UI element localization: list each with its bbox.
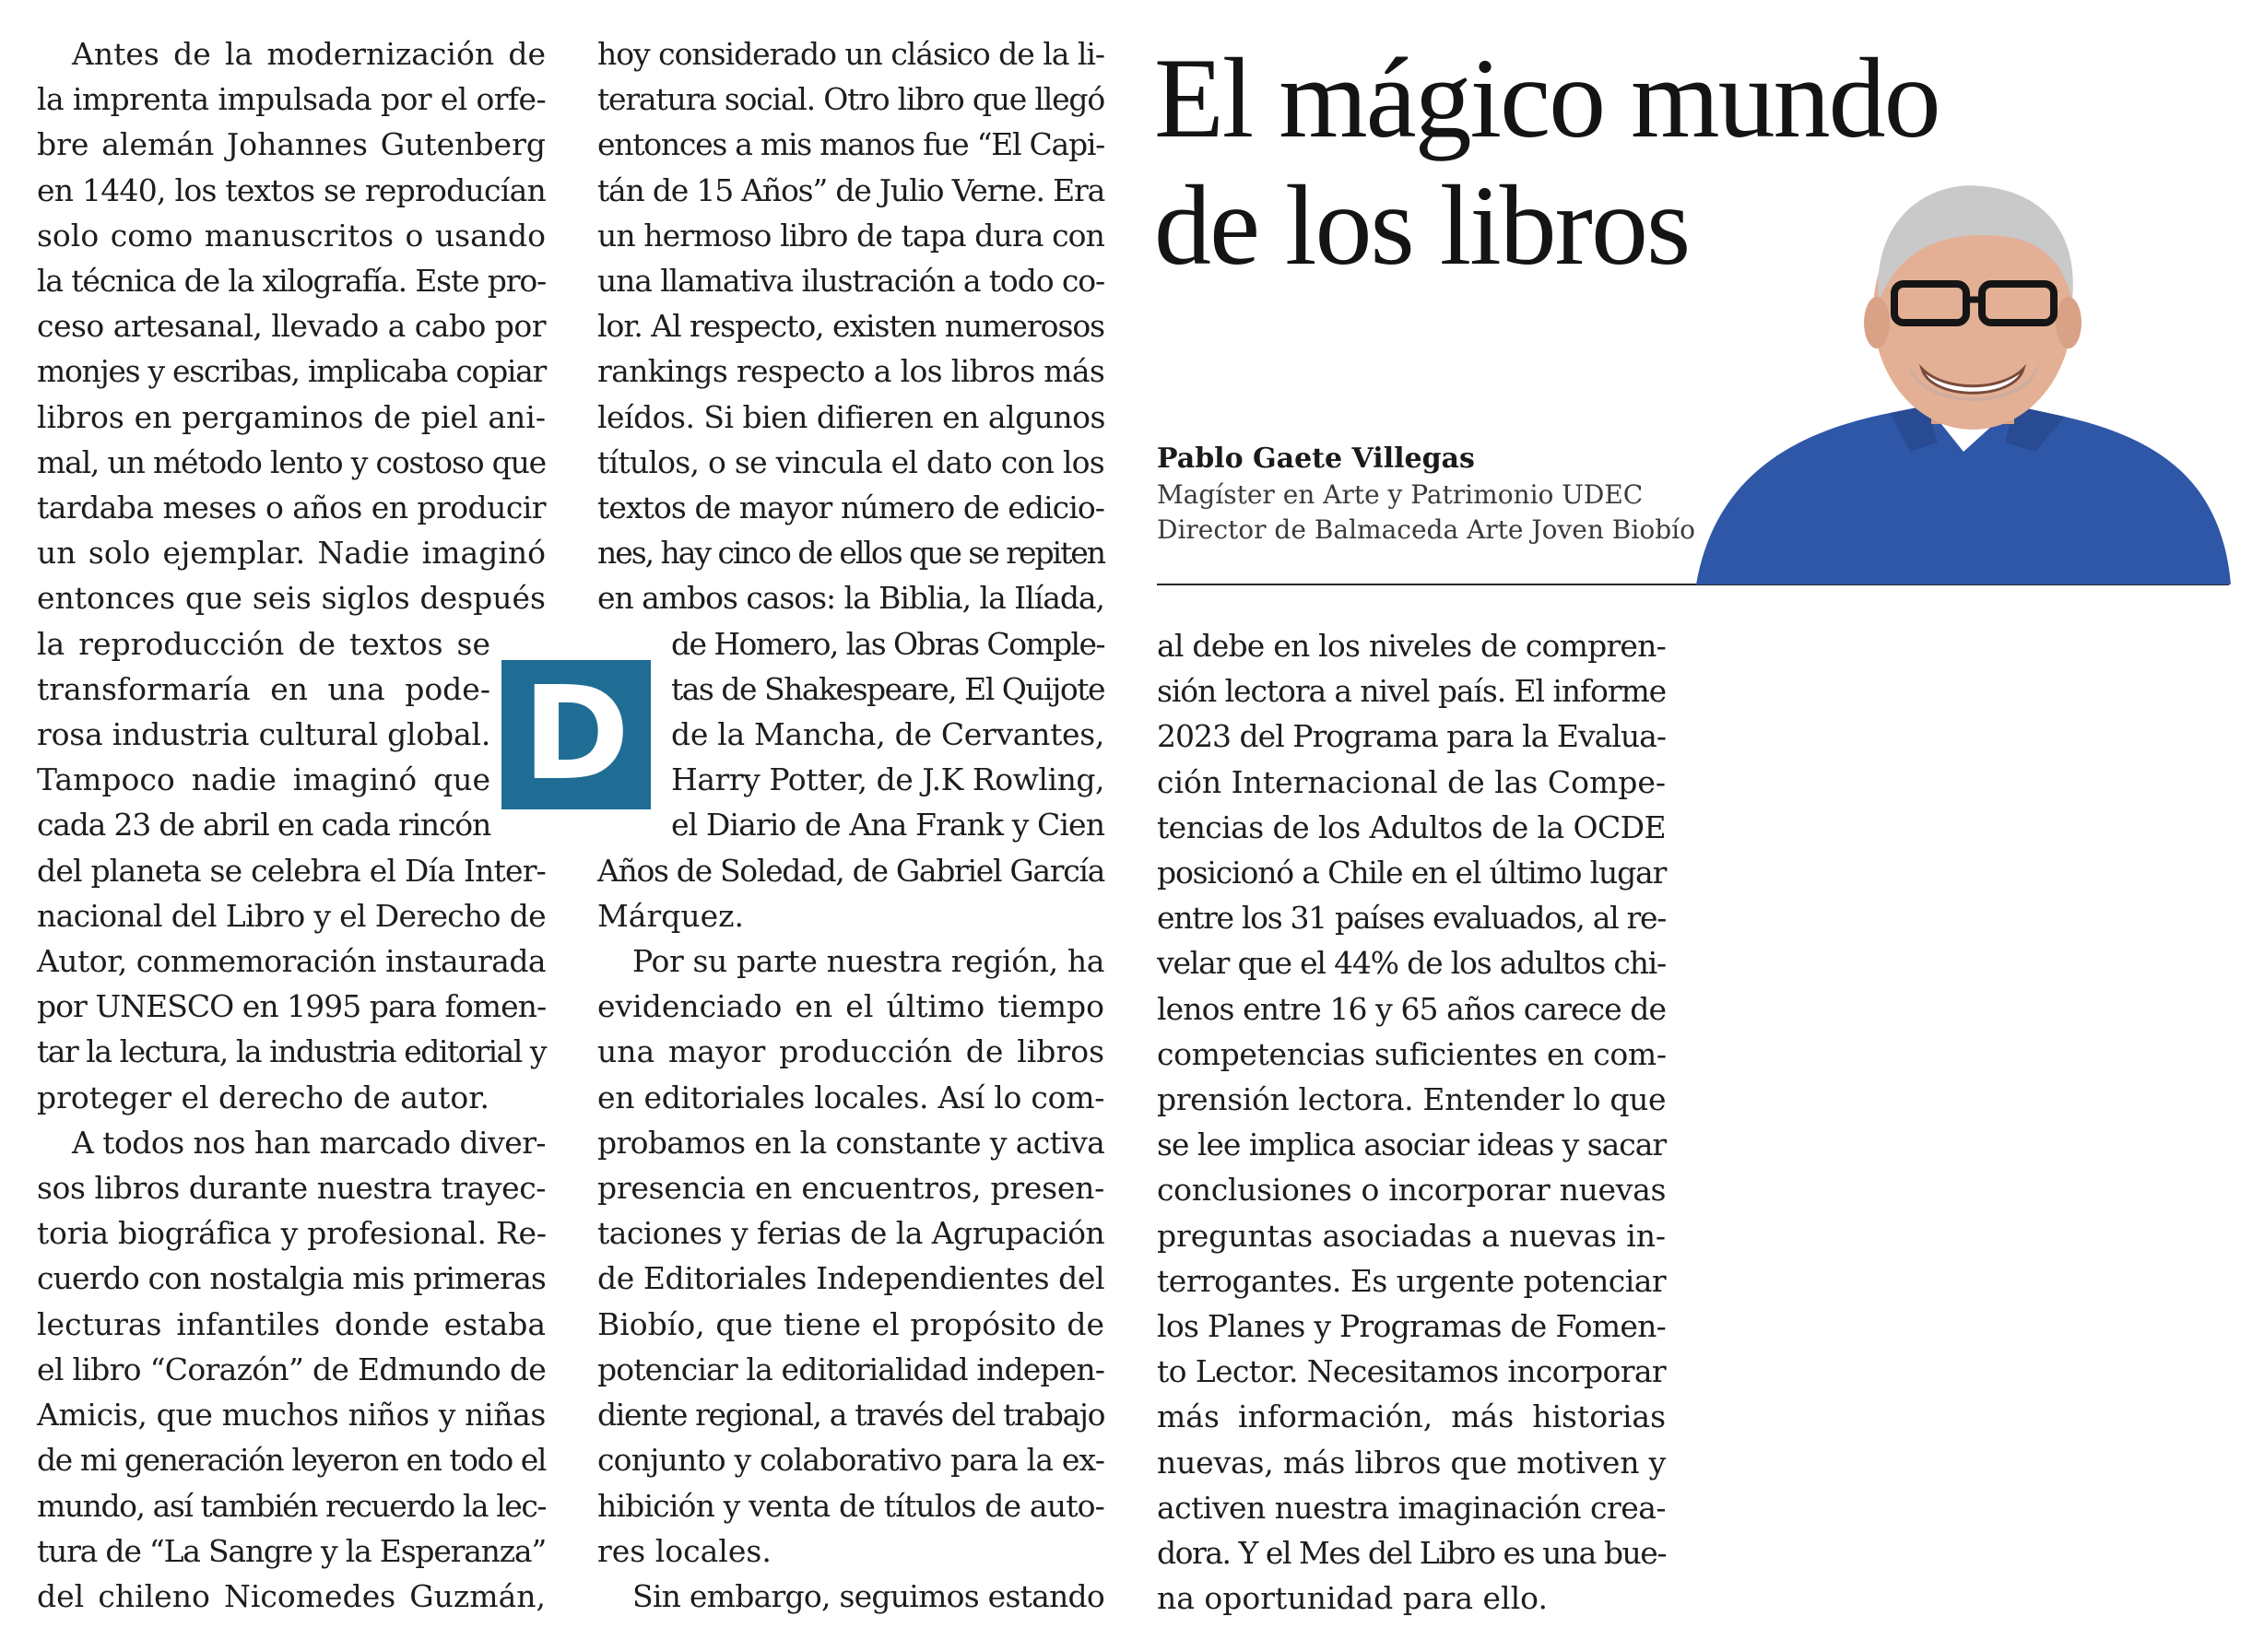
text-line: del planeta se celebra el Día Inter- [37, 852, 546, 889]
text-line: lenos entre 16 y 65 años carece de [1157, 990, 1667, 1027]
text-line: rankings respecto a los libros más [597, 353, 1105, 390]
text-line: entonces que seis siglos después [37, 580, 546, 617]
text-line: un solo ejemplar. Nadie imaginó [37, 535, 546, 572]
text-line: libros en pergaminos de piel ani- [37, 398, 546, 435]
text-line: Por su parte nuestra región, ha [632, 943, 1104, 980]
text-line: cuerdo con nostalgia mis primeras [37, 1260, 546, 1297]
text-line: nuevas, más libros que motiven y [1157, 1444, 1667, 1481]
text-line: na oportunidad para ello. [1157, 1580, 1548, 1617]
text-line: conclusiones o incorporar nuevas [1157, 1172, 1667, 1209]
author-byline [1157, 441, 1728, 548]
text-line: sión lectora a nivel país. El informe [1157, 673, 1667, 710]
article-column-3 [1157, 623, 1666, 1621]
text-line: dora. Y el Mes del Libro es una bue- [1157, 1535, 1666, 1572]
text-line: bre alemán Johannes Gutenberg [37, 126, 546, 163]
text-line: una mayor producción de libros [597, 1033, 1104, 1070]
text-line: toria biográfica y profesional. Re- [37, 1215, 547, 1252]
text-line: tencias de los Adultos de la OCDE [1157, 808, 1667, 845]
text-line: diente regional, a través del trabajo [597, 1397, 1105, 1434]
text-line: conjunto y colaborativo para la ex- [597, 1442, 1105, 1479]
headline-line: El mágico mundo [1154, 35, 1940, 161]
text-line: Autor, conmemoración instaurada [37, 943, 547, 980]
text-line: terrogantes. Es urgente potenciar [1157, 1262, 1667, 1299]
text-line: Harry Potter, de J.K Rowling, [671, 761, 1105, 798]
text-line: lor. Al respecto, existen numerosos [597, 308, 1105, 345]
text-line: de Editoriales Independientes del [597, 1260, 1105, 1297]
text-line: A todos nos han marcado diver- [72, 1124, 547, 1161]
text-line: de Homero, las Obras Comple- [671, 625, 1104, 662]
text-line: títulos, o se vincula el dato con los [597, 443, 1104, 480]
text-line: probamos en la constante y activa [597, 1124, 1105, 1161]
text-line: nacional del Libro y el Derecho de [37, 897, 546, 934]
text-line: ción Internacional de las Compe- [1157, 763, 1666, 800]
text-line: taciones y ferias de la Agrupación [597, 1215, 1105, 1252]
text-line: el libro “Corazón” de Edmundo de [37, 1351, 547, 1387]
text-line: proteger el derecho de autor. [37, 1079, 489, 1115]
text-line: activen nuestra imaginación crea- [1157, 1489, 1666, 1526]
text-line: to Lector. Necesitamos incorporar [1157, 1353, 1666, 1390]
article-column-1 [37, 31, 546, 1619]
text-line: tán de 15 Años” de Julio Verne. Era [597, 171, 1105, 208]
text-line: mundo, así también recuerdo la lec- [37, 1487, 547, 1524]
text-line: prensión lectora. Entender lo que [1157, 1081, 1667, 1118]
text-line: leídos. Si bien difieren en algunos [597, 398, 1105, 435]
text-line: en ambos casos: la Biblia, la Ilíada, [597, 580, 1104, 617]
text-line: teratura social. Otro libro que llegó [597, 81, 1104, 118]
text-line: en 1440, los textos se reproducían [37, 171, 546, 208]
text-line: una llamativa ilustración a todo co- [597, 263, 1105, 300]
text-line: Sin embargo, seguimos estando [632, 1577, 1104, 1614]
text-line: tura de “La Sangre y la Esperanza” [37, 1532, 547, 1569]
text-line: en editoriales locales. Así lo com- [597, 1079, 1105, 1115]
text-line: rosa industria cultural global. [37, 716, 491, 753]
text-line: hoy considerado un clásico de la li- [597, 36, 1105, 72]
text-line: nes, hay cinco de ellos que se repiten [597, 535, 1104, 572]
text-line: entre los 31 países evaluados, al re- [1157, 900, 1666, 937]
text-line: monjes y escribas, implicaba copiar [37, 353, 546, 390]
text-line: Márquez. [597, 897, 745, 934]
article-column-2 [597, 31, 1104, 1619]
author-name: Pablo Gaete Villegas [1157, 442, 1475, 475]
text-line: presencia en encuentros, presen- [597, 1170, 1105, 1207]
text-line: la imprenta impulsada por el orfe- [37, 81, 546, 118]
text-line: un hermoso libro de tapa dura con [597, 217, 1104, 254]
text-line: la reproducción de textos se [37, 625, 490, 662]
text-line: de mi generación leyeron en todo el [37, 1442, 546, 1479]
text-line: Tampoco nadie imaginó que [37, 761, 490, 798]
text-line: potenciar la editorialidad indepen- [597, 1351, 1105, 1387]
text-line: Años de Soledad, de Gabriel García [597, 852, 1104, 889]
text-line: velar que el 44% de los adultos chi- [1157, 945, 1666, 982]
text-line: mal, un método lento y costoso que [37, 443, 546, 480]
text-line: más información, más historias [1157, 1398, 1666, 1435]
text-line: se lee implica asociar ideas y sacar [1157, 1127, 1667, 1163]
author-photo [1696, 175, 2231, 584]
text-line: tar la lectura, la industria editorial y [37, 1033, 546, 1070]
text-line: el Diario de Ana Frank y Cien [671, 807, 1105, 844]
author-role: Magíster en Arte y Patrimonio UDEC [1157, 479, 1644, 510]
headline-line: de los libros [1154, 162, 1690, 289]
text-line: ceso artesanal, llevado a cabo por [37, 308, 546, 345]
text-line: del chileno Nicomedes Guzmán, [37, 1577, 546, 1614]
text-line: evidenciado en el último tiempo [597, 988, 1104, 1025]
text-line: sos libros durante nuestra trayec- [37, 1170, 546, 1207]
drop-cap: D [501, 660, 651, 809]
text-line: tas de Shakespeare, El Quijote [671, 670, 1104, 707]
text-line: los Planes y Programas de Fomen- [1157, 1308, 1667, 1345]
text-line: Amicis, que muchos niños y niñas [37, 1397, 546, 1434]
text-line: al debe en los niveles de compren- [1157, 628, 1666, 664]
text-line: cada 23 de abril en cada rincón [37, 807, 490, 844]
text-line: Antes de la modernización de [72, 36, 546, 72]
text-line: 2023 del Programa para la Evalua- [1157, 718, 1666, 755]
text-line: textos de mayor número de edicio- [597, 490, 1105, 526]
text-line: preguntas asociadas a nuevas in- [1157, 1217, 1666, 1254]
text-line: competencias suficientes en com- [1157, 1035, 1667, 1072]
text-line: posicionó a Chile en el último lugar [1157, 855, 1667, 891]
text-line: Biobío, que tiene el propósito de [597, 1305, 1104, 1342]
text-line: transformaría en una pode- [37, 670, 490, 707]
text-line: res locales. [597, 1532, 772, 1569]
text-line: por UNESCO en 1995 para fomen- [37, 988, 547, 1025]
text-line: tardaba meses o años en producir [37, 490, 547, 526]
text-line: lecturas infantiles donde estaba [37, 1305, 546, 1342]
text-line: hibición y venta de títulos de auto- [597, 1487, 1104, 1524]
text-line: solo como manuscritos o usando [37, 217, 546, 254]
text-line: la técnica de la xilografía. Este pro- [37, 263, 547, 300]
author-role: Director de Balmaceda Arte Joven Biobío [1157, 514, 1695, 545]
text-line: de la Mancha, de Cervantes, [671, 716, 1105, 753]
text-line: entonces a mis manos fue “El Capi- [597, 126, 1104, 163]
